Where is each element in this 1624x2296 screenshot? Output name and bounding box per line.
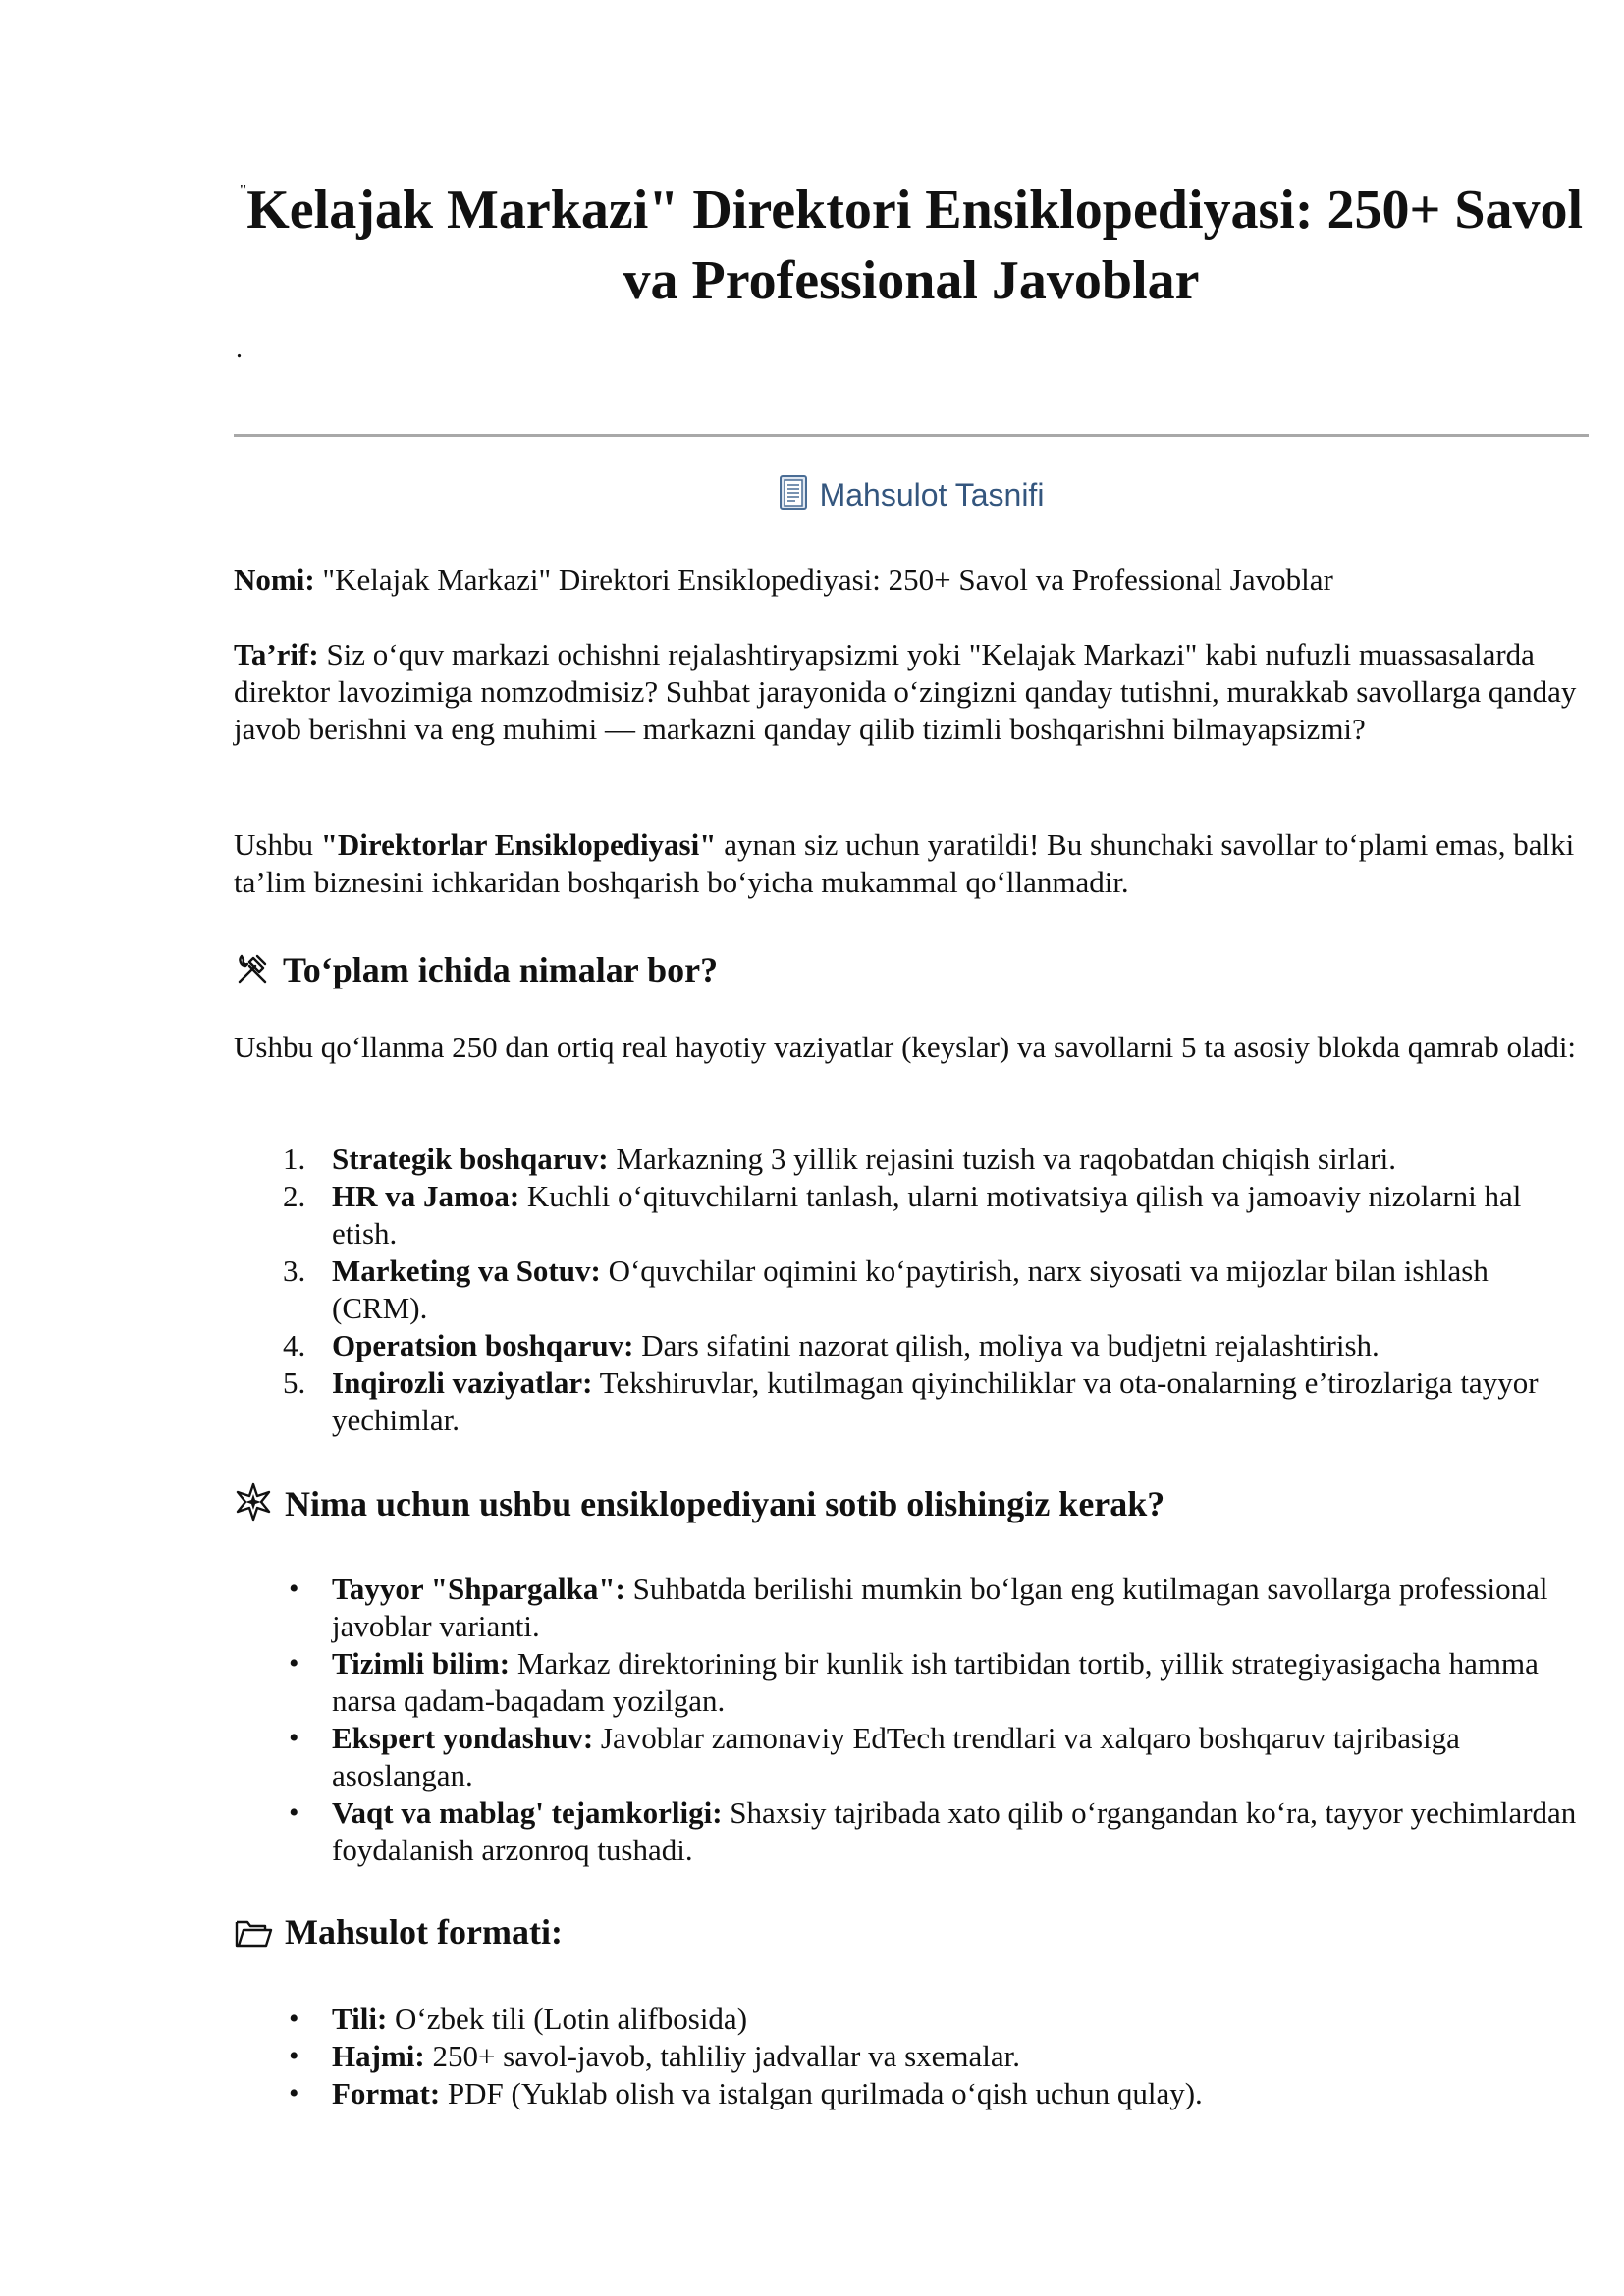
list-item-text: 250+ savol-javob, tahliliy jadvallar va sxemalar. bbox=[424, 2039, 1021, 2073]
list-item-label: Marketing va Sotuv: bbox=[332, 1254, 601, 1288]
section-why-heading bbox=[234, 1482, 1589, 1531]
folder-icon bbox=[234, 1916, 273, 1959]
list-item bbox=[234, 2001, 1589, 2038]
horizontal-divider bbox=[234, 434, 1589, 437]
description-paragraph bbox=[234, 636, 1589, 748]
description-value: Siz o‘quv markazi ochishni rejalashtiryapsizmi yoki "Kelajak Markazi" kabi nufuzli muassasalarda direktor lavozimiga nomzodmisiz? Suhbat jarayonida o‘zingizni qanday tutishni, murakkab savollarga qanday javob berishni va eng muhimi — markazni qanday qilib tizimli boshqarishni bilmayapsizmi? bbox=[234, 637, 1577, 746]
section-why-title: Nima uchun ushbu ensiklopediyani sotib olishingiz kerak? bbox=[285, 1484, 1165, 1523]
list-item bbox=[234, 1364, 1589, 1439]
list-item-label: Tili: bbox=[332, 2002, 388, 2036]
sparkle-icon bbox=[234, 1482, 273, 1531]
list-item bbox=[234, 1794, 1589, 1869]
intro-paragraph bbox=[234, 827, 1589, 901]
list-number: 3. bbox=[283, 1254, 306, 1288]
bullet-icon: • bbox=[289, 1722, 299, 1754]
list-item bbox=[234, 1645, 1589, 1720]
bullet-icon: • bbox=[289, 1647, 299, 1680]
list-item-label: HR va Jamoa: bbox=[332, 1179, 520, 1213]
list-item-text: Kuchli o‘qituvchilarni tanlash, ularni motivatsiya qilish va jamoaviy nizolarni hal etish. bbox=[332, 1179, 1522, 1251]
bullet-icon: • bbox=[289, 1796, 299, 1829]
list-item bbox=[234, 1327, 1589, 1364]
list-item bbox=[234, 1141, 1589, 1178]
section-contents-heading bbox=[234, 948, 1589, 997]
document-title bbox=[234, 155, 1589, 316]
intro-bold: "Direktorlar Ensiklopediyasi" bbox=[320, 828, 717, 862]
section-contents-title: To‘plam ichida nimalar bor? bbox=[283, 950, 719, 989]
benefits-list bbox=[234, 1571, 1589, 1869]
format-list bbox=[234, 2001, 1589, 2112]
list-item bbox=[234, 1571, 1589, 1645]
contents-list bbox=[234, 1141, 1589, 1439]
list-number: 1. bbox=[283, 1142, 306, 1176]
list-item-text: Dars sifatini nazorat qilish, moliya va budjetni rejalashtirish. bbox=[633, 1328, 1380, 1362]
list-item-label: Format: bbox=[332, 2076, 441, 2110]
title-opening-quote: " bbox=[239, 181, 247, 200]
section-format-heading bbox=[234, 1910, 1589, 1959]
list-number: 5. bbox=[283, 1365, 306, 1400]
stray-dot: . bbox=[236, 334, 243, 364]
product-name-paragraph bbox=[234, 561, 1589, 599]
subheading-text: Mahsulot Tasnifi bbox=[819, 477, 1045, 512]
list-item-label: Tizimli bilim: bbox=[332, 1646, 511, 1681]
name-label: Nomi: bbox=[234, 562, 315, 597]
section-format-title: Mahsulot formati: bbox=[285, 1912, 563, 1951]
list-item-label: Operatsion boshqaruv: bbox=[332, 1328, 634, 1362]
list-item-label: Vaqt va mablag' tejamkorligi: bbox=[332, 1795, 723, 1830]
list-item-text: Shaxsiy tajribada xato qilib o‘rgangandan ko‘ra, tayyor yechimlardan foydalanish arzonroq tushadi. bbox=[332, 1795, 1577, 1867]
list-item-label: Ekspert yondashuv: bbox=[332, 1721, 594, 1755]
list-item-text: Tekshiruvlar, kutilmagan qiyinchiliklar va ota-onalarning e’tirozlariga tayyor yechimlar. bbox=[332, 1365, 1539, 1437]
list-item-label: Inqirozli vaziyatlar: bbox=[332, 1365, 593, 1400]
name-value: "Kelajak Markazi" Direktori Ensiklopediyasi: 250+ Savol va Professional Javoblar bbox=[314, 562, 1333, 597]
bullet-icon: • bbox=[289, 1573, 299, 1605]
list-item bbox=[234, 1178, 1589, 1253]
bullet-icon: • bbox=[289, 2077, 299, 2109]
intro-pre: Ushbu bbox=[234, 828, 321, 862]
list-item-text: Javoblar zamonaviy EdTech trendlari va xalqaro boshqaruv tajribasiga asoslangan. bbox=[332, 1721, 1460, 1792]
intro-post: aynan siz uchun yaratildi! Bu shunchaki savollar to‘plami emas, balki ta’lim biznesini ichkaridan boshqarish bo‘yicha mukammal qo‘llanmadir. bbox=[234, 828, 1575, 899]
list-number: 2. bbox=[283, 1179, 306, 1213]
list-item-text: O‘quvchilar oqimini ko‘paytirish, narx siyosati va mijozlar bilan ishlash (CRM). bbox=[332, 1254, 1489, 1325]
list-item-text: O‘zbek tili (Lotin alifbosida) bbox=[387, 2002, 748, 2036]
list-item-label: Tayyor "Shpargalka": bbox=[332, 1572, 625, 1606]
bullet-icon: • bbox=[289, 2002, 299, 2035]
list-item-text: Markazning 3 yillik rejasini tuzish va raqobatdan chiqish sirlari. bbox=[608, 1142, 1396, 1176]
list-item-text: Markaz direktorining bir kunlik ish tartibidan tortib, yillik strategiyasigacha hamma narsa qadam-baqadam yozilgan. bbox=[332, 1646, 1539, 1718]
book-icon bbox=[779, 474, 808, 522]
list-item bbox=[234, 2038, 1589, 2075]
tools-icon bbox=[234, 950, 271, 997]
list-item bbox=[234, 2075, 1589, 2112]
list-item-text: Suhbatda berilishi mumkin bo‘lgan eng kutilmagan savollarga professional javoblar varianti. bbox=[332, 1572, 1548, 1643]
bullet-icon: • bbox=[289, 2040, 299, 2072]
list-item bbox=[234, 1720, 1589, 1794]
description-label: Ta’rif: bbox=[234, 637, 319, 671]
list-number: 4. bbox=[283, 1328, 306, 1362]
list-item bbox=[234, 1253, 1589, 1327]
title-text: Kelajak Markazi" Direktori Ensiklopediyasi: 250+ Savol va Professional Javoblar bbox=[246, 180, 1584, 311]
contents-intro: Ushbu qo‘llanma 250 dan ortiq real hayotiy vaziyatlar (keyslar) va savollarni 5 ta asosiy blokda qamrab oladi: bbox=[234, 1030, 1577, 1064]
product-description-heading bbox=[234, 473, 1589, 522]
list-item-text: PDF (Yuklab olish va istalgan qurilmada o‘qish uchun qulay). bbox=[440, 2076, 1203, 2110]
list-item-label: Hajmi: bbox=[332, 2039, 425, 2073]
list-item-label: Strategik boshqaruv: bbox=[332, 1142, 609, 1176]
